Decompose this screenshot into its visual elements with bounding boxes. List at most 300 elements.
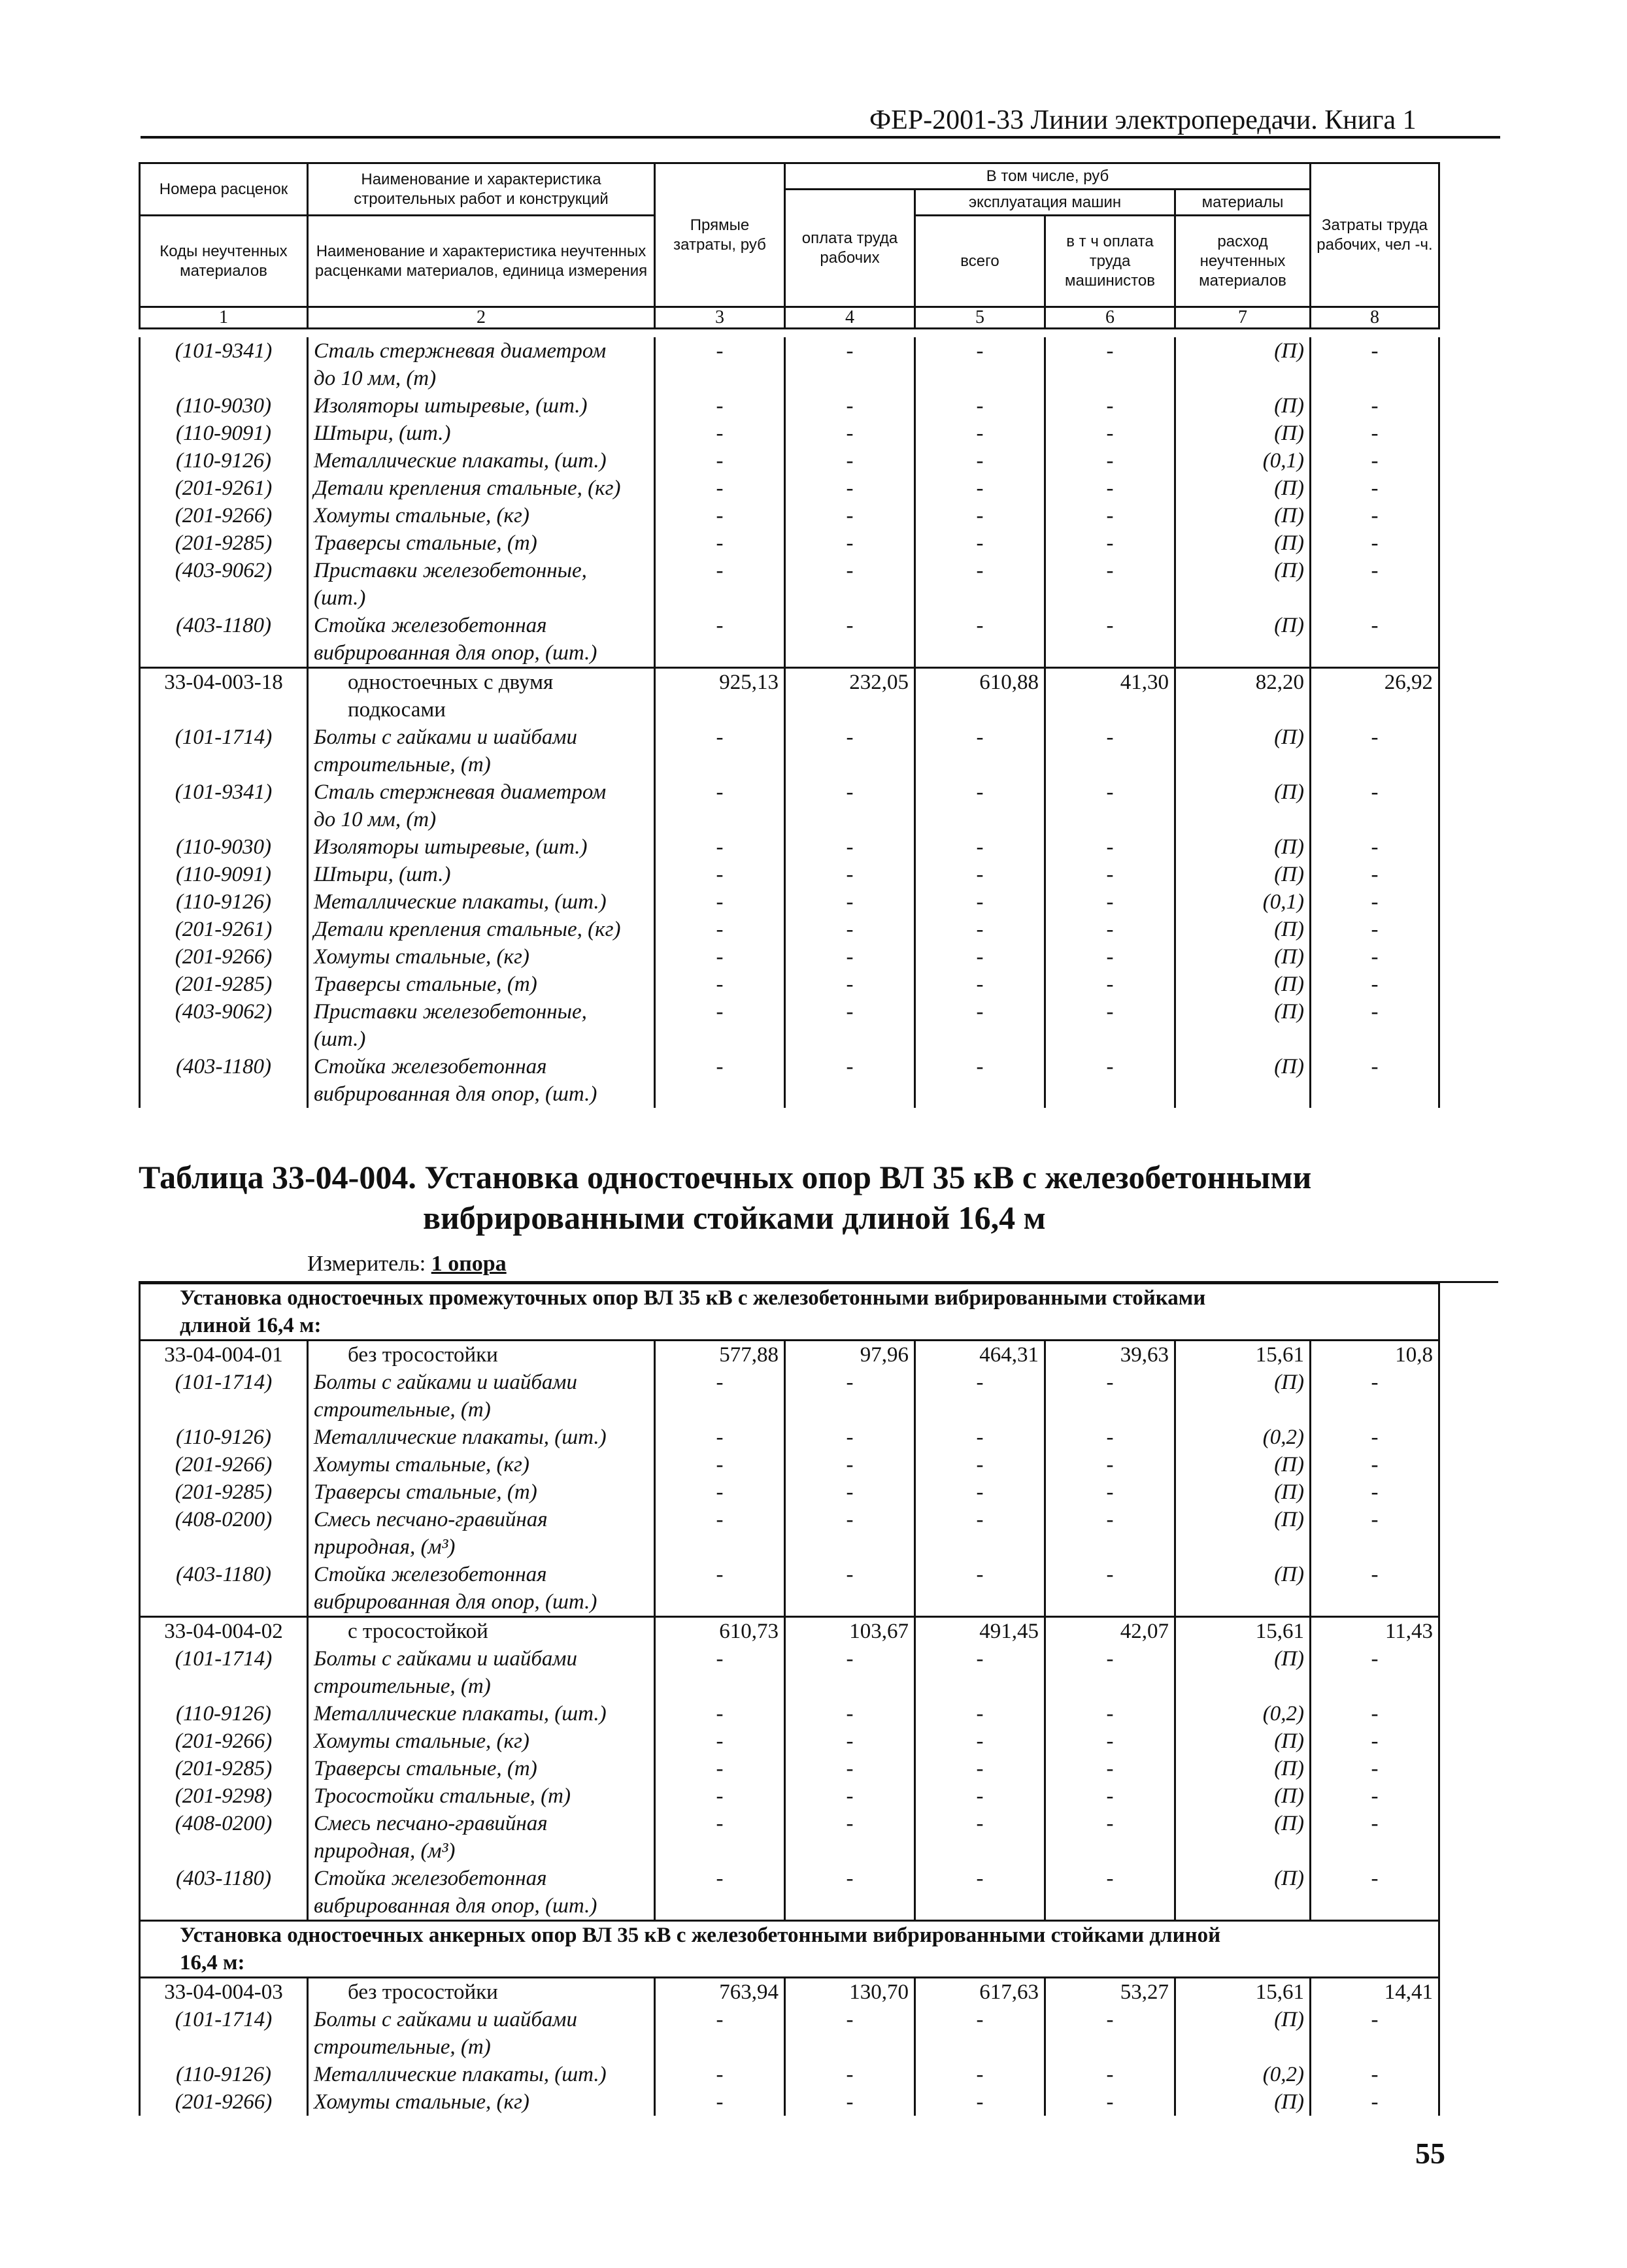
value-cell: 232,05 bbox=[785, 668, 915, 697]
value-cell bbox=[1175, 1673, 1311, 1700]
material-name: Хомуты стальные, (кг) bbox=[308, 2088, 655, 2116]
value-cell: - bbox=[655, 2006, 785, 2033]
material-row bbox=[140, 833, 1439, 861]
value-cell bbox=[1045, 584, 1175, 612]
value-cell: (П) bbox=[1175, 1810, 1311, 1837]
material-code: (110-9126) bbox=[140, 2061, 308, 2088]
material-row bbox=[140, 2033, 1439, 2061]
material-name: строительные, (т) bbox=[308, 751, 655, 778]
value-cell: - bbox=[1311, 943, 1439, 971]
value-cell bbox=[1045, 696, 1175, 724]
value-cell: (П) bbox=[1175, 833, 1311, 861]
value-cell: - bbox=[785, 2006, 915, 2033]
value-cell: (П) bbox=[1175, 475, 1311, 502]
material-code bbox=[140, 584, 308, 612]
material-row bbox=[140, 447, 1439, 475]
material-name: Болты с гайками и шайбами bbox=[308, 1369, 655, 1396]
value-cell bbox=[1045, 751, 1175, 778]
value-cell: - bbox=[1311, 971, 1439, 998]
material-row bbox=[140, 529, 1439, 557]
value-cell: - bbox=[1311, 2061, 1439, 2088]
value-cell: - bbox=[915, 724, 1045, 751]
value-cell: (П) bbox=[1175, 337, 1311, 365]
value-cell: - bbox=[915, 1561, 1045, 1588]
col-number: 4 bbox=[785, 307, 915, 329]
material-row bbox=[140, 1080, 1439, 1108]
col-number: 6 bbox=[1045, 307, 1175, 329]
value-cell bbox=[1045, 1533, 1175, 1561]
value-cell bbox=[915, 1673, 1045, 1700]
page-number: 55 bbox=[1415, 2137, 1445, 2170]
material-code: (201-9266) bbox=[140, 502, 308, 529]
material-code: (101-9341) bbox=[140, 778, 308, 806]
material-code: (110-9126) bbox=[140, 1424, 308, 1451]
value-cell: - bbox=[1311, 1369, 1439, 1396]
value-cell: - bbox=[785, 1782, 915, 1810]
material-code: (201-9285) bbox=[140, 1478, 308, 1506]
header-material-codes: Коды неучтенных материалов bbox=[140, 216, 308, 307]
material-name: Детали крепления стальные, (кг) bbox=[308, 916, 655, 943]
value-cell bbox=[655, 1080, 785, 1108]
value-cell: - bbox=[655, 998, 785, 1026]
value-cell: 39,63 bbox=[1045, 1341, 1175, 1369]
material-name: Приставки железобетонные, bbox=[308, 557, 655, 584]
value-cell: - bbox=[1311, 916, 1439, 943]
value-cell: (П) bbox=[1175, 420, 1311, 447]
value-cell: (П) bbox=[1175, 778, 1311, 806]
header-work-name: Наименование и характеристика строительных работ и конструкций bbox=[308, 163, 655, 216]
col-number: 2 bbox=[308, 307, 655, 329]
value-cell: - bbox=[655, 1053, 785, 1080]
value-cell: - bbox=[655, 1755, 785, 1782]
material-name: природная, (м³) bbox=[308, 1837, 655, 1865]
material-code: (403-1180) bbox=[140, 612, 308, 639]
value-cell bbox=[1175, 2033, 1311, 2061]
value-cell bbox=[1045, 1837, 1175, 1865]
material-code: (403-1180) bbox=[140, 1865, 308, 1892]
material-name: природная, (м³) bbox=[308, 1533, 655, 1561]
value-cell: (П) bbox=[1175, 916, 1311, 943]
value-cell bbox=[1311, 1080, 1439, 1108]
measure-value: 1 опора bbox=[431, 1252, 507, 1276]
value-cell: - bbox=[1311, 1424, 1439, 1451]
value-cell bbox=[655, 1396, 785, 1424]
value-cell: 26,92 bbox=[1311, 668, 1439, 697]
material-row bbox=[140, 1892, 1439, 1921]
value-cell: (П) bbox=[1175, 1561, 1311, 1588]
value-cell bbox=[655, 1892, 785, 1921]
value-cell bbox=[785, 1673, 915, 1700]
value-cell: - bbox=[915, 2061, 1045, 2088]
col-number: 7 bbox=[1175, 307, 1311, 329]
material-row bbox=[140, 916, 1439, 943]
value-cell: - bbox=[1311, 1478, 1439, 1506]
rate-row bbox=[140, 696, 1439, 724]
value-cell: - bbox=[785, 612, 915, 639]
value-cell: - bbox=[915, 1645, 1045, 1673]
value-cell bbox=[655, 806, 785, 833]
material-row bbox=[140, 365, 1439, 392]
material-row bbox=[140, 1561, 1439, 1588]
material-name: Хомуты стальные, (кг) bbox=[308, 1727, 655, 1755]
value-cell: 15,61 bbox=[1175, 1617, 1311, 1646]
value-cell: - bbox=[655, 1369, 785, 1396]
value-cell: (П) bbox=[1175, 1478, 1311, 1506]
material-code: (201-9285) bbox=[140, 1755, 308, 1782]
value-cell: - bbox=[785, 943, 915, 971]
value-cell bbox=[785, 639, 915, 668]
material-row bbox=[140, 420, 1439, 447]
table-title bbox=[139, 1157, 1498, 1238]
material-row bbox=[140, 1810, 1439, 1837]
value-cell: - bbox=[915, 2088, 1045, 2116]
value-cell: - bbox=[1045, 1645, 1175, 1673]
value-cell: - bbox=[915, 778, 1045, 806]
value-cell: - bbox=[1311, 612, 1439, 639]
value-cell: - bbox=[1311, 475, 1439, 502]
material-name: Детали крепления стальные, (кг) bbox=[308, 475, 655, 502]
value-cell: - bbox=[1311, 1506, 1439, 1533]
value-cell: - bbox=[1045, 724, 1175, 751]
value-cell: - bbox=[655, 971, 785, 998]
material-code: (110-9030) bbox=[140, 833, 308, 861]
value-cell: - bbox=[915, 1369, 1045, 1396]
value-cell: - bbox=[655, 1700, 785, 1727]
value-cell: - bbox=[785, 1727, 915, 1755]
value-cell: - bbox=[915, 888, 1045, 916]
value-cell: - bbox=[1045, 1865, 1175, 1892]
value-cell: - bbox=[655, 833, 785, 861]
header-machines: эксплуатация машин bbox=[915, 190, 1175, 216]
value-cell bbox=[1311, 1588, 1439, 1617]
value-cell: (П) bbox=[1175, 971, 1311, 998]
value-cell: - bbox=[1311, 1810, 1439, 1837]
value-cell: - bbox=[1311, 1755, 1439, 1782]
value-cell bbox=[655, 2033, 785, 2061]
value-cell: - bbox=[655, 2061, 785, 2088]
value-cell bbox=[1311, 696, 1439, 724]
value-cell bbox=[915, 584, 1045, 612]
header-machines-total: всего bbox=[915, 216, 1045, 307]
material-name: Металлические плакаты, (шт.) bbox=[308, 888, 655, 916]
material-name: строительные, (т) bbox=[308, 1673, 655, 1700]
group-heading-row bbox=[140, 1949, 1439, 1978]
value-cell: 97,96 bbox=[785, 1341, 915, 1369]
material-code bbox=[140, 1892, 308, 1921]
material-code: (110-9126) bbox=[140, 1700, 308, 1727]
rate-code: 33-04-004-01 bbox=[140, 1341, 308, 1369]
value-cell: (П) bbox=[1175, 724, 1311, 751]
value-cell: 15,61 bbox=[1175, 1341, 1311, 1369]
value-cell: - bbox=[915, 943, 1045, 971]
material-row bbox=[140, 612, 1439, 639]
rate-name: без тросостойки bbox=[308, 1978, 655, 2007]
material-name: Штыри, (шт.) bbox=[308, 420, 655, 447]
material-row bbox=[140, 971, 1439, 998]
material-row bbox=[140, 557, 1439, 584]
value-cell: - bbox=[915, 447, 1045, 475]
value-cell: (П) bbox=[1175, 2088, 1311, 2116]
material-row bbox=[140, 751, 1439, 778]
value-cell: - bbox=[1045, 1810, 1175, 1837]
group-heading: Установка одностоечных анкерных опор ВЛ 35 кВ с железобетонными вибрированными стойками длиной bbox=[140, 1921, 1439, 1950]
rate-name: одностоечных с двумя bbox=[308, 668, 655, 697]
value-cell: - bbox=[785, 833, 915, 861]
value-cell: 763,94 bbox=[655, 1978, 785, 2007]
header-worker-pay: оплата труда рабочих bbox=[785, 190, 915, 307]
material-name: Траверсы стальные, (т) bbox=[308, 1755, 655, 1782]
material-name: вибрированная для опор, (шт.) bbox=[308, 1080, 655, 1108]
value-cell bbox=[1045, 639, 1175, 668]
material-name: Болты с гайками и шайбами bbox=[308, 1645, 655, 1673]
value-cell bbox=[915, 806, 1045, 833]
material-code: (408-0200) bbox=[140, 1810, 308, 1837]
value-cell bbox=[915, 1396, 1045, 1424]
material-code bbox=[140, 751, 308, 778]
value-cell: - bbox=[1045, 1782, 1175, 1810]
value-cell: - bbox=[1045, 888, 1175, 916]
value-cell bbox=[1175, 365, 1311, 392]
value-cell: (П) bbox=[1175, 1727, 1311, 1755]
value-cell bbox=[915, 1892, 1045, 1921]
value-cell bbox=[1045, 1026, 1175, 1053]
value-cell: - bbox=[785, 1451, 915, 1478]
value-cell: - bbox=[785, 2061, 915, 2088]
value-cell: - bbox=[1311, 1700, 1439, 1727]
value-cell: - bbox=[655, 888, 785, 916]
value-cell: - bbox=[655, 420, 785, 447]
material-name: до 10 мм, (т) bbox=[308, 806, 655, 833]
value-cell bbox=[1311, 751, 1439, 778]
value-cell: - bbox=[1045, 943, 1175, 971]
rates-table-33-04-004 bbox=[139, 1282, 1440, 2116]
value-cell: - bbox=[915, 337, 1045, 365]
table-title-line-2: вибрированными стойками длиной 16,4 м bbox=[423, 1199, 1046, 1236]
value-cell bbox=[1045, 806, 1175, 833]
value-cell: - bbox=[915, 1700, 1045, 1727]
value-cell: 53,27 bbox=[1045, 1978, 1175, 2007]
material-row bbox=[140, 888, 1439, 916]
value-cell: - bbox=[915, 1451, 1045, 1478]
value-cell bbox=[1311, 365, 1439, 392]
value-cell: (0,2) bbox=[1175, 2061, 1311, 2088]
material-code: (101-1714) bbox=[140, 1645, 308, 1673]
material-code bbox=[140, 1533, 308, 1561]
value-cell: - bbox=[785, 998, 915, 1026]
value-cell: - bbox=[785, 1369, 915, 1396]
material-row bbox=[140, 2088, 1439, 2116]
value-cell: - bbox=[655, 392, 785, 420]
material-code: (201-9285) bbox=[140, 529, 308, 557]
value-cell: - bbox=[1311, 998, 1439, 1026]
material-row bbox=[140, 1369, 1439, 1396]
material-name: Смесь песчано-гравийная bbox=[308, 1506, 655, 1533]
value-cell bbox=[915, 1533, 1045, 1561]
header-rule bbox=[141, 136, 1500, 139]
value-cell: - bbox=[1045, 392, 1175, 420]
value-cell: - bbox=[785, 1865, 915, 1892]
value-cell: - bbox=[655, 943, 785, 971]
material-row bbox=[140, 998, 1439, 1026]
material-name: Изоляторы штыревые, (шт.) bbox=[308, 392, 655, 420]
material-name: строительные, (т) bbox=[308, 2033, 655, 2061]
value-cell: - bbox=[1045, 1369, 1175, 1396]
material-code: (110-9030) bbox=[140, 392, 308, 420]
material-row bbox=[140, 724, 1439, 751]
col-number: 5 bbox=[915, 307, 1045, 329]
material-code bbox=[140, 1588, 308, 1617]
material-row bbox=[140, 806, 1439, 833]
material-code bbox=[140, 1080, 308, 1108]
value-cell: (П) bbox=[1175, 1755, 1311, 1782]
value-cell bbox=[655, 1026, 785, 1053]
value-cell: 925,13 bbox=[655, 668, 785, 697]
material-name: Смесь песчано-гравийная bbox=[308, 1810, 655, 1837]
material-code: (110-9091) bbox=[140, 420, 308, 447]
value-cell: (0,1) bbox=[1175, 447, 1311, 475]
value-cell bbox=[1311, 1396, 1439, 1424]
group-heading-row bbox=[140, 1921, 1439, 1950]
rate-row bbox=[140, 1617, 1439, 1646]
value-cell bbox=[1175, 1080, 1311, 1108]
material-code bbox=[140, 1026, 308, 1053]
value-cell bbox=[655, 584, 785, 612]
value-cell: - bbox=[655, 502, 785, 529]
material-code bbox=[140, 639, 308, 668]
value-cell: - bbox=[1311, 1561, 1439, 1588]
material-code bbox=[140, 1396, 308, 1424]
group-heading-row bbox=[140, 1284, 1439, 1312]
material-name: вибрированная для опор, (шт.) bbox=[308, 1588, 655, 1617]
value-cell bbox=[915, 1588, 1045, 1617]
rate-name: с тросостойкой bbox=[308, 1617, 655, 1646]
value-cell: (П) bbox=[1175, 861, 1311, 888]
value-cell: (П) bbox=[1175, 612, 1311, 639]
value-cell: 10,8 bbox=[1311, 1341, 1439, 1369]
material-row bbox=[140, 1506, 1439, 1533]
value-cell bbox=[655, 1837, 785, 1865]
value-cell: - bbox=[1311, 1782, 1439, 1810]
group-heading: длиной 16,4 м: bbox=[140, 1312, 1439, 1341]
rates-table-33-04-003 bbox=[139, 337, 1440, 1108]
value-cell: - bbox=[1045, 778, 1175, 806]
value-cell: - bbox=[1311, 1645, 1439, 1673]
value-cell bbox=[1311, 1892, 1439, 1921]
value-cell: - bbox=[915, 1782, 1045, 1810]
value-cell: - bbox=[915, 916, 1045, 943]
material-row bbox=[140, 502, 1439, 529]
group-heading-row bbox=[140, 1312, 1439, 1341]
material-row bbox=[140, 1755, 1439, 1782]
value-cell: - bbox=[655, 447, 785, 475]
material-code: (101-1714) bbox=[140, 2006, 308, 2033]
material-code bbox=[140, 365, 308, 392]
value-cell: - bbox=[655, 612, 785, 639]
value-cell bbox=[1311, 639, 1439, 668]
value-cell bbox=[1311, 2033, 1439, 2061]
material-name: (шт.) bbox=[308, 584, 655, 612]
value-cell: - bbox=[1311, 1865, 1439, 1892]
material-name: (шт.) bbox=[308, 1026, 655, 1053]
value-cell: (П) bbox=[1175, 502, 1311, 529]
material-code bbox=[140, 1837, 308, 1865]
value-cell: 464,31 bbox=[915, 1341, 1045, 1369]
material-code: (408-0200) bbox=[140, 1506, 308, 1533]
value-cell bbox=[1175, 696, 1311, 724]
measure-unit bbox=[307, 1252, 507, 1276]
rate-code: 33-04-004-03 bbox=[140, 1978, 308, 2007]
material-name: Траверсы стальные, (т) bbox=[308, 529, 655, 557]
material-name: Штыри, (шт.) bbox=[308, 861, 655, 888]
material-row bbox=[140, 1837, 1439, 1865]
value-cell bbox=[785, 1588, 915, 1617]
material-code: (201-9266) bbox=[140, 2088, 308, 2116]
value-cell: - bbox=[915, 475, 1045, 502]
value-cell: - bbox=[1045, 475, 1175, 502]
value-cell: - bbox=[655, 1451, 785, 1478]
value-cell: - bbox=[1045, 557, 1175, 584]
col-number: 1 bbox=[140, 307, 308, 329]
value-cell bbox=[1311, 1837, 1439, 1865]
material-code: (201-9261) bbox=[140, 475, 308, 502]
material-code: (201-9266) bbox=[140, 943, 308, 971]
material-name: Траверсы стальные, (т) bbox=[308, 1478, 655, 1506]
material-row bbox=[140, 861, 1439, 888]
material-row bbox=[140, 584, 1439, 612]
value-cell bbox=[785, 1837, 915, 1865]
value-cell: - bbox=[1045, 1053, 1175, 1080]
value-cell: - bbox=[915, 1506, 1045, 1533]
material-name: Сталь стержневая диаметром bbox=[308, 337, 655, 365]
value-cell: - bbox=[1045, 1478, 1175, 1506]
rate-row bbox=[140, 1341, 1439, 1369]
value-cell bbox=[655, 639, 785, 668]
value-cell bbox=[1045, 1892, 1175, 1921]
value-cell: - bbox=[785, 1755, 915, 1782]
value-cell: - bbox=[1311, 337, 1439, 365]
material-code: (101-1714) bbox=[140, 1369, 308, 1396]
value-cell: (П) bbox=[1175, 1369, 1311, 1396]
value-cell: - bbox=[1311, 529, 1439, 557]
value-cell: (П) bbox=[1175, 529, 1311, 557]
value-cell: 42,07 bbox=[1045, 1617, 1175, 1646]
material-row bbox=[140, 475, 1439, 502]
value-cell: - bbox=[1311, 392, 1439, 420]
value-cell bbox=[785, 1892, 915, 1921]
value-cell bbox=[915, 1837, 1045, 1865]
material-code: (403-9062) bbox=[140, 998, 308, 1026]
col-number: 3 bbox=[655, 307, 785, 329]
value-cell: - bbox=[1311, 724, 1439, 751]
value-cell: - bbox=[785, 1810, 915, 1837]
rate-row bbox=[140, 1978, 1439, 2007]
material-name: Хомуты стальные, (кг) bbox=[308, 943, 655, 971]
value-cell: - bbox=[915, 1478, 1045, 1506]
header-including: В том числе, руб bbox=[785, 163, 1311, 190]
value-cell: - bbox=[655, 916, 785, 943]
value-cell: - bbox=[1045, 861, 1175, 888]
value-cell: - bbox=[1311, 778, 1439, 806]
material-code: (201-9298) bbox=[140, 1782, 308, 1810]
material-row bbox=[140, 337, 1439, 365]
value-cell: - bbox=[915, 1865, 1045, 1892]
material-code: (403-1180) bbox=[140, 1561, 308, 1588]
value-cell: (П) bbox=[1175, 1865, 1311, 1892]
value-cell: (П) bbox=[1175, 1645, 1311, 1673]
value-cell: - bbox=[785, 1506, 915, 1533]
value-cell: - bbox=[655, 778, 785, 806]
value-cell: - bbox=[655, 1506, 785, 1533]
